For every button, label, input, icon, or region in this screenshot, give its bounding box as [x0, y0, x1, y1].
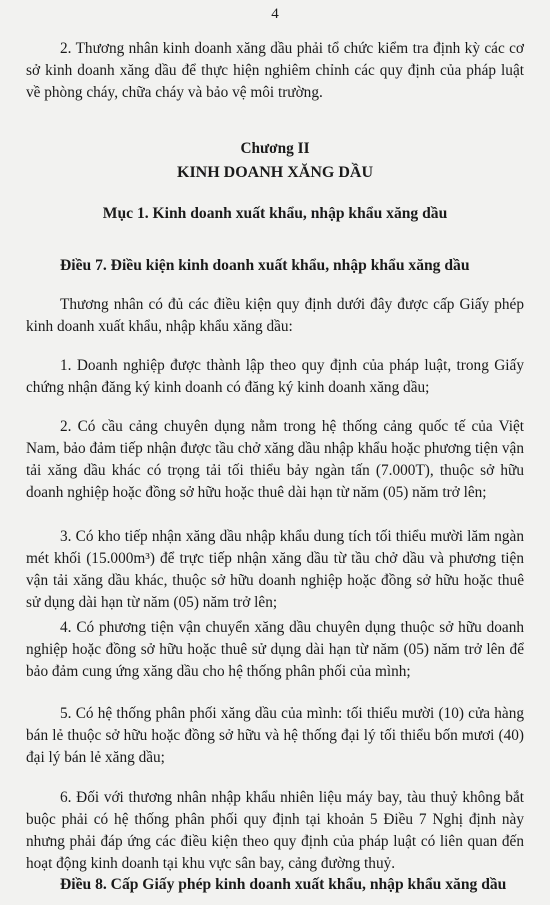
article-8-title: Điều 8. Cấp Giấy phép kinh doanh xuất khẩu, nhập khẩu xăng dầu: [60, 876, 507, 893]
article-7-item-6: 6. Đối với thương nhân nhập khẩu nhiên liệu máy bay, tàu thuỷ không bắt buộc phải có hệ thống phân phối quy định tại khoản 5 Điều 7 Nghị định này nhưng phải đáp ứng các điều kiện theo quy định của pháp luật có liên quan đến hoạt động kinh doanh tại khu vực sân bay, cảng đường thuỷ.: [26, 789, 524, 872]
chapter-title: KINH DOANH XĂNG DẦU: [177, 164, 373, 181]
article-7-intro: Thương nhân có đủ các điều kiện quy định dưới đây được cấp Giấy phép kinh doanh xuất khẩu, nhập khẩu xăng dầu:: [26, 296, 524, 335]
article-7-item-4: 4. Có phương tiện vận chuyển xăng dầu chuyên dụng thuộc sở hữu doanh nghiệp hoặc đồng sở hữu hoặc thuê sử dụng dài hạn từ năm (05) năm trở lên để bảo đảm cung ứng xăng dầu cho hệ thống phân phối của mình;: [26, 619, 524, 680]
article-7-item-2: 2. Có cầu cảng chuyên dụng nằm trong hệ thống cảng quốc tế của Việt Nam, bảo đảm tiếp nhận được tầu chở xăng dầu nhập khẩu hoặc phương tiện vận tải xăng dầu khác có trọng tải tối thiểu bảy ngàn tấn (7.000T), thuộc sở hữu doanh nghiệp hoặc đồng sở hữu hoặc thuê dài hạn từ năm (05) năm trở lên;: [26, 418, 524, 501]
chapter-label: Chương II: [240, 140, 310, 157]
section-title: Mục 1. Kinh doanh xuất khẩu, nhập khẩu xăng dầu: [102, 205, 448, 222]
article-7-title: Điều 7. Điều kiện kinh doanh xuất khẩu, nhập khẩu xăng dầu: [60, 257, 470, 274]
article-7-item-5: 5. Có hệ thống phân phối xăng dầu của mình: tối thiểu mười (10) cửa hàng bán lẻ thuộc sở hữu hoặc đồng sở hữu và hệ thống đại lý tối thiểu bốn mươi (40) đại lý bán lẻ xăng dầu;: [26, 705, 524, 766]
page-number: 4: [271, 6, 279, 22]
intro-paragraph: 2. Thương nhân kinh doanh xăng dầu phải tổ chức kiểm tra định kỳ các cơ sở kinh doanh xăng dầu để thực hiện nghiêm chỉnh các quy định của pháp luật về phòng cháy, chữa cháy và bảo vệ môi trường.: [26, 40, 524, 101]
article-7-item-1: 1. Doanh nghiệp được thành lập theo quy định của pháp luật, trong Giấy chứng nhận đăng ký kinh doanh có đăng ký kinh doanh xăng dầu;: [26, 357, 524, 396]
article-7-item-3: 3. Có kho tiếp nhận xăng dầu nhập khẩu dung tích tối thiểu mười lăm ngàn mét khối (15.000m³) để trực tiếp nhận xăng dầu từ tầu chở dầu và phương tiện vận tải xăng dầu khác, thuộc sở hữu doanh nghiệp hoặc đồng sở hữu hoặc thuê sử dụng dài hạn từ năm (05) năm trở lên;: [26, 528, 524, 611]
